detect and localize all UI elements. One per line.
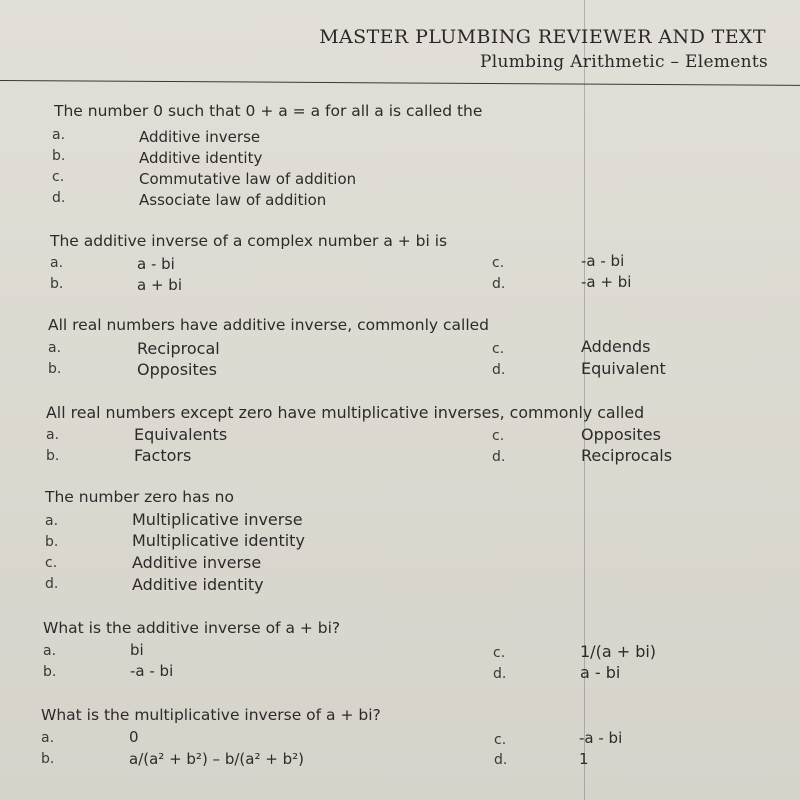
option-letter: c. (492, 255, 505, 271)
option-letter: b. (50, 276, 64, 292)
option-letter: b. (41, 751, 55, 767)
option-letter: a. (45, 513, 59, 529)
option-text: Additive inverse (132, 553, 262, 572)
option-text: a + bi (137, 276, 182, 294)
option-letter: d. (493, 666, 507, 682)
option-letter: c. (492, 428, 505, 444)
question-text: What is the additive inverse of a + bi? (43, 619, 341, 637)
option-letter: b. (45, 534, 59, 550)
option-letter: d. (52, 190, 66, 206)
document-title: MASTER PLUMBING REVIEWER AND TEXT (319, 26, 766, 48)
option-letter: d. (492, 449, 506, 465)
option-text: Multiplicative inverse (132, 510, 303, 529)
option-letter: c. (494, 732, 507, 748)
option-text: -a + bi (581, 273, 632, 291)
question-text: The number zero has no (45, 488, 234, 506)
option-letter: d. (494, 752, 508, 768)
option-text: -a - bi (581, 252, 625, 270)
question-text: All real numbers have additive inverse, commonly called (48, 316, 490, 334)
question-text: What is the multiplicative inverse of a + bi? (41, 706, 381, 724)
option-letter: a. (48, 340, 62, 356)
option-letter: b. (46, 448, 60, 464)
question-text: All real numbers except zero have multiplicative inverses, commonly called (46, 403, 645, 422)
option-text: Addends (581, 337, 651, 356)
document-subtitle: Plumbing Arithmetic – Elements (480, 52, 768, 72)
option-letter: a. (43, 643, 57, 659)
question-text: The additive inverse of a complex number a + bi is (50, 232, 448, 250)
option-letter: c. (45, 555, 58, 571)
option-text: Opposites (137, 360, 217, 379)
option-text: Factors (134, 446, 192, 465)
question-text: The number 0 such that 0 + a = a for all a is called the (54, 102, 483, 120)
option-text: Reciprocal (137, 339, 220, 358)
option-letter: a. (50, 255, 64, 271)
option-text: Associate law of addition (139, 191, 327, 209)
option-letter: a. (52, 127, 66, 143)
option-text: Additive inverse (139, 128, 261, 146)
option-text: Equivalents (134, 425, 228, 444)
option-text: -a - bi (130, 662, 174, 680)
option-text: a - bi (580, 663, 621, 682)
option-text: Equivalent (581, 359, 666, 378)
option-text: Additive identity (132, 575, 264, 594)
option-letter: c. (52, 169, 65, 185)
option-text: 1 (579, 750, 589, 768)
option-text: Additive identity (139, 149, 263, 167)
option-text: a - bi (137, 255, 175, 273)
option-text: Multiplicative identity (132, 531, 305, 550)
option-text: Reciprocals (581, 446, 673, 465)
option-text: 0 (129, 728, 139, 746)
option-text: a/(a² + b²) – b/(a² + b²) (129, 750, 304, 768)
option-letter: c. (493, 645, 506, 661)
option-letter: d. (492, 276, 506, 292)
header-rule (0, 80, 800, 86)
option-letter: a. (46, 427, 60, 443)
option-letter: c. (492, 341, 505, 357)
option-text: Commutative law of addition (139, 170, 357, 188)
option-letter: b. (43, 664, 57, 680)
option-text: -a - bi (579, 729, 623, 747)
option-letter: d. (492, 362, 506, 378)
option-text: bi (130, 641, 144, 659)
option-letter: a. (41, 730, 55, 746)
option-letter: d. (45, 576, 59, 592)
option-letter: b. (48, 361, 62, 377)
option-text: 1/(a + bi) (580, 642, 657, 661)
option-text: Opposites (581, 425, 661, 444)
option-letter: b. (52, 148, 66, 164)
